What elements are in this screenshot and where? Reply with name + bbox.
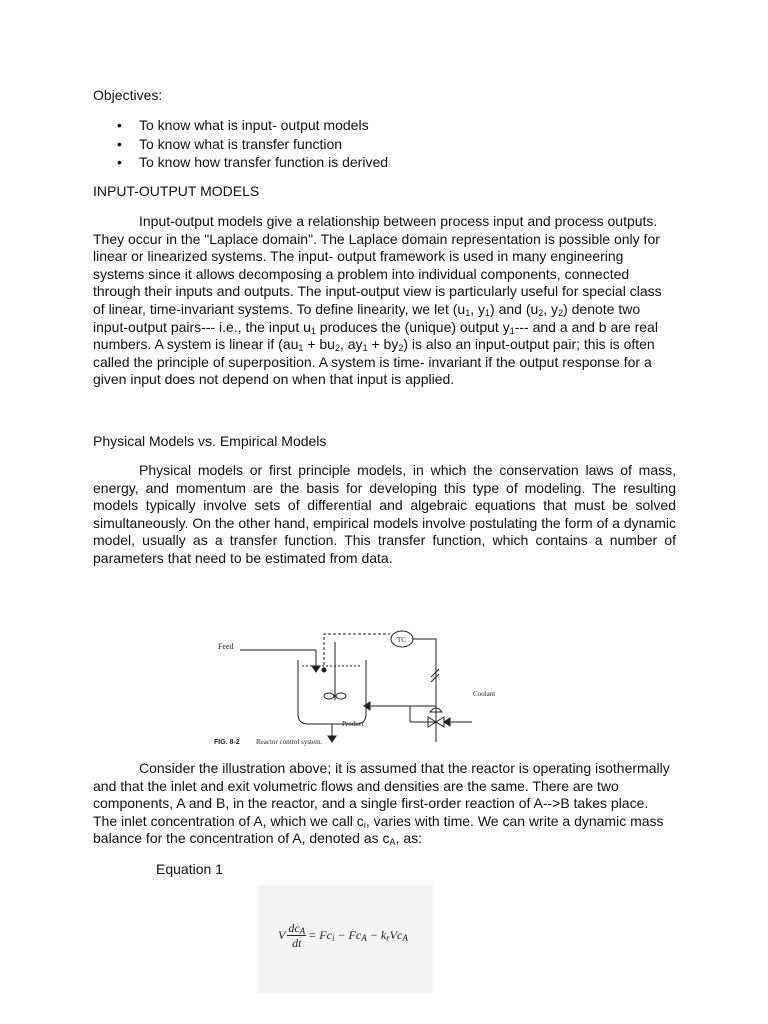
objectives-heading: Objectives: [93,87,163,103]
list-item: • To know what is transfer function [117,135,343,152]
input-output-paragraph: Input-output models give a relationship between process input and process outputs. They occur in the "Laplace domain". The Laplace domain representation is possible only for linear or linearized systems. The input- output framework is used in many engineering systems since it allows decomposing a problem into individual components, connected through their inputs and outputs. The input-output view is particularly useful for special class of linear, time-invariant systems. To define linearity, we let ($u_1$, $y_1$) and ($u_2$, $y_2$) denote two input-output pairs--- i.e., the input $u_1$ produces the (unique) output $y_1---$ and a and b are real numbers. A system is linear if ($au_1 + bu_2$, $ay_1 + by_2$) is also an input-output pair; this is often called the principle of superposition. A system is time- invariant if the output response for a given input does not depend on when that input is applied. [93,213,662,388]
feed-label: Feed [218,642,234,651]
list-item: • To know how transfer function is derived [117,154,389,170]
equation-image [258,885,433,993]
list-item: • To know what is input- output models [117,117,369,133]
mass-balance-equation: V $\frac{dc_A}{dt}$ = $Fc_i - Fc_A - k_rVc_A$ [278,921,408,950]
coolant-label: Coolant [473,690,496,698]
bullet-icon: • [117,154,122,170]
equation-label: Equation 1 [156,861,223,877]
section-heading-physical-models: Physical Models vs. Empirical Models [93,433,327,449]
figure-caption-text: Reactor control system. [256,738,323,746]
figure-caption-number: FIG. 8-2 [214,739,240,746]
reactor-figure [210,622,540,752]
bullet-icon: • [117,117,122,133]
objectives-list [93,116,388,172]
physical-models-paragraph: Physical models or first principle models, in which the conservation laws of mass, energy, and momentum are the basis for developing this type of modeling. The resulting models typically involve sets of differential and algebraic equations that must be solved simultaneously. On the other hand, empirical models involve postulating the form of a dynamic model, usually as a transfer function. This transfer function, which contains a number of parameters that need to be estimated from data. [93,462,676,566]
reactor-diagram [210,622,540,752]
product-label: Product [342,720,364,728]
tc-label: TC [397,636,406,644]
section-heading-input-output: INPUT-OUTPUT MODELS [93,183,260,199]
bullet-icon: • [117,135,122,152]
reactor-paragraph: Consider the illustration above; it is assumed that the reactor is operating isothermally and that the inlet and exit volumetric flows and densities are the same. There are two components, A and B, in the reactor, and a single first-order reaction of A-->B takes place. The inlet concentration of A, which we call $c_i$, varies with time. We can write a dynamic mass balance for the concentration of A, denoted as $c_A$, as: [93,760,670,848]
